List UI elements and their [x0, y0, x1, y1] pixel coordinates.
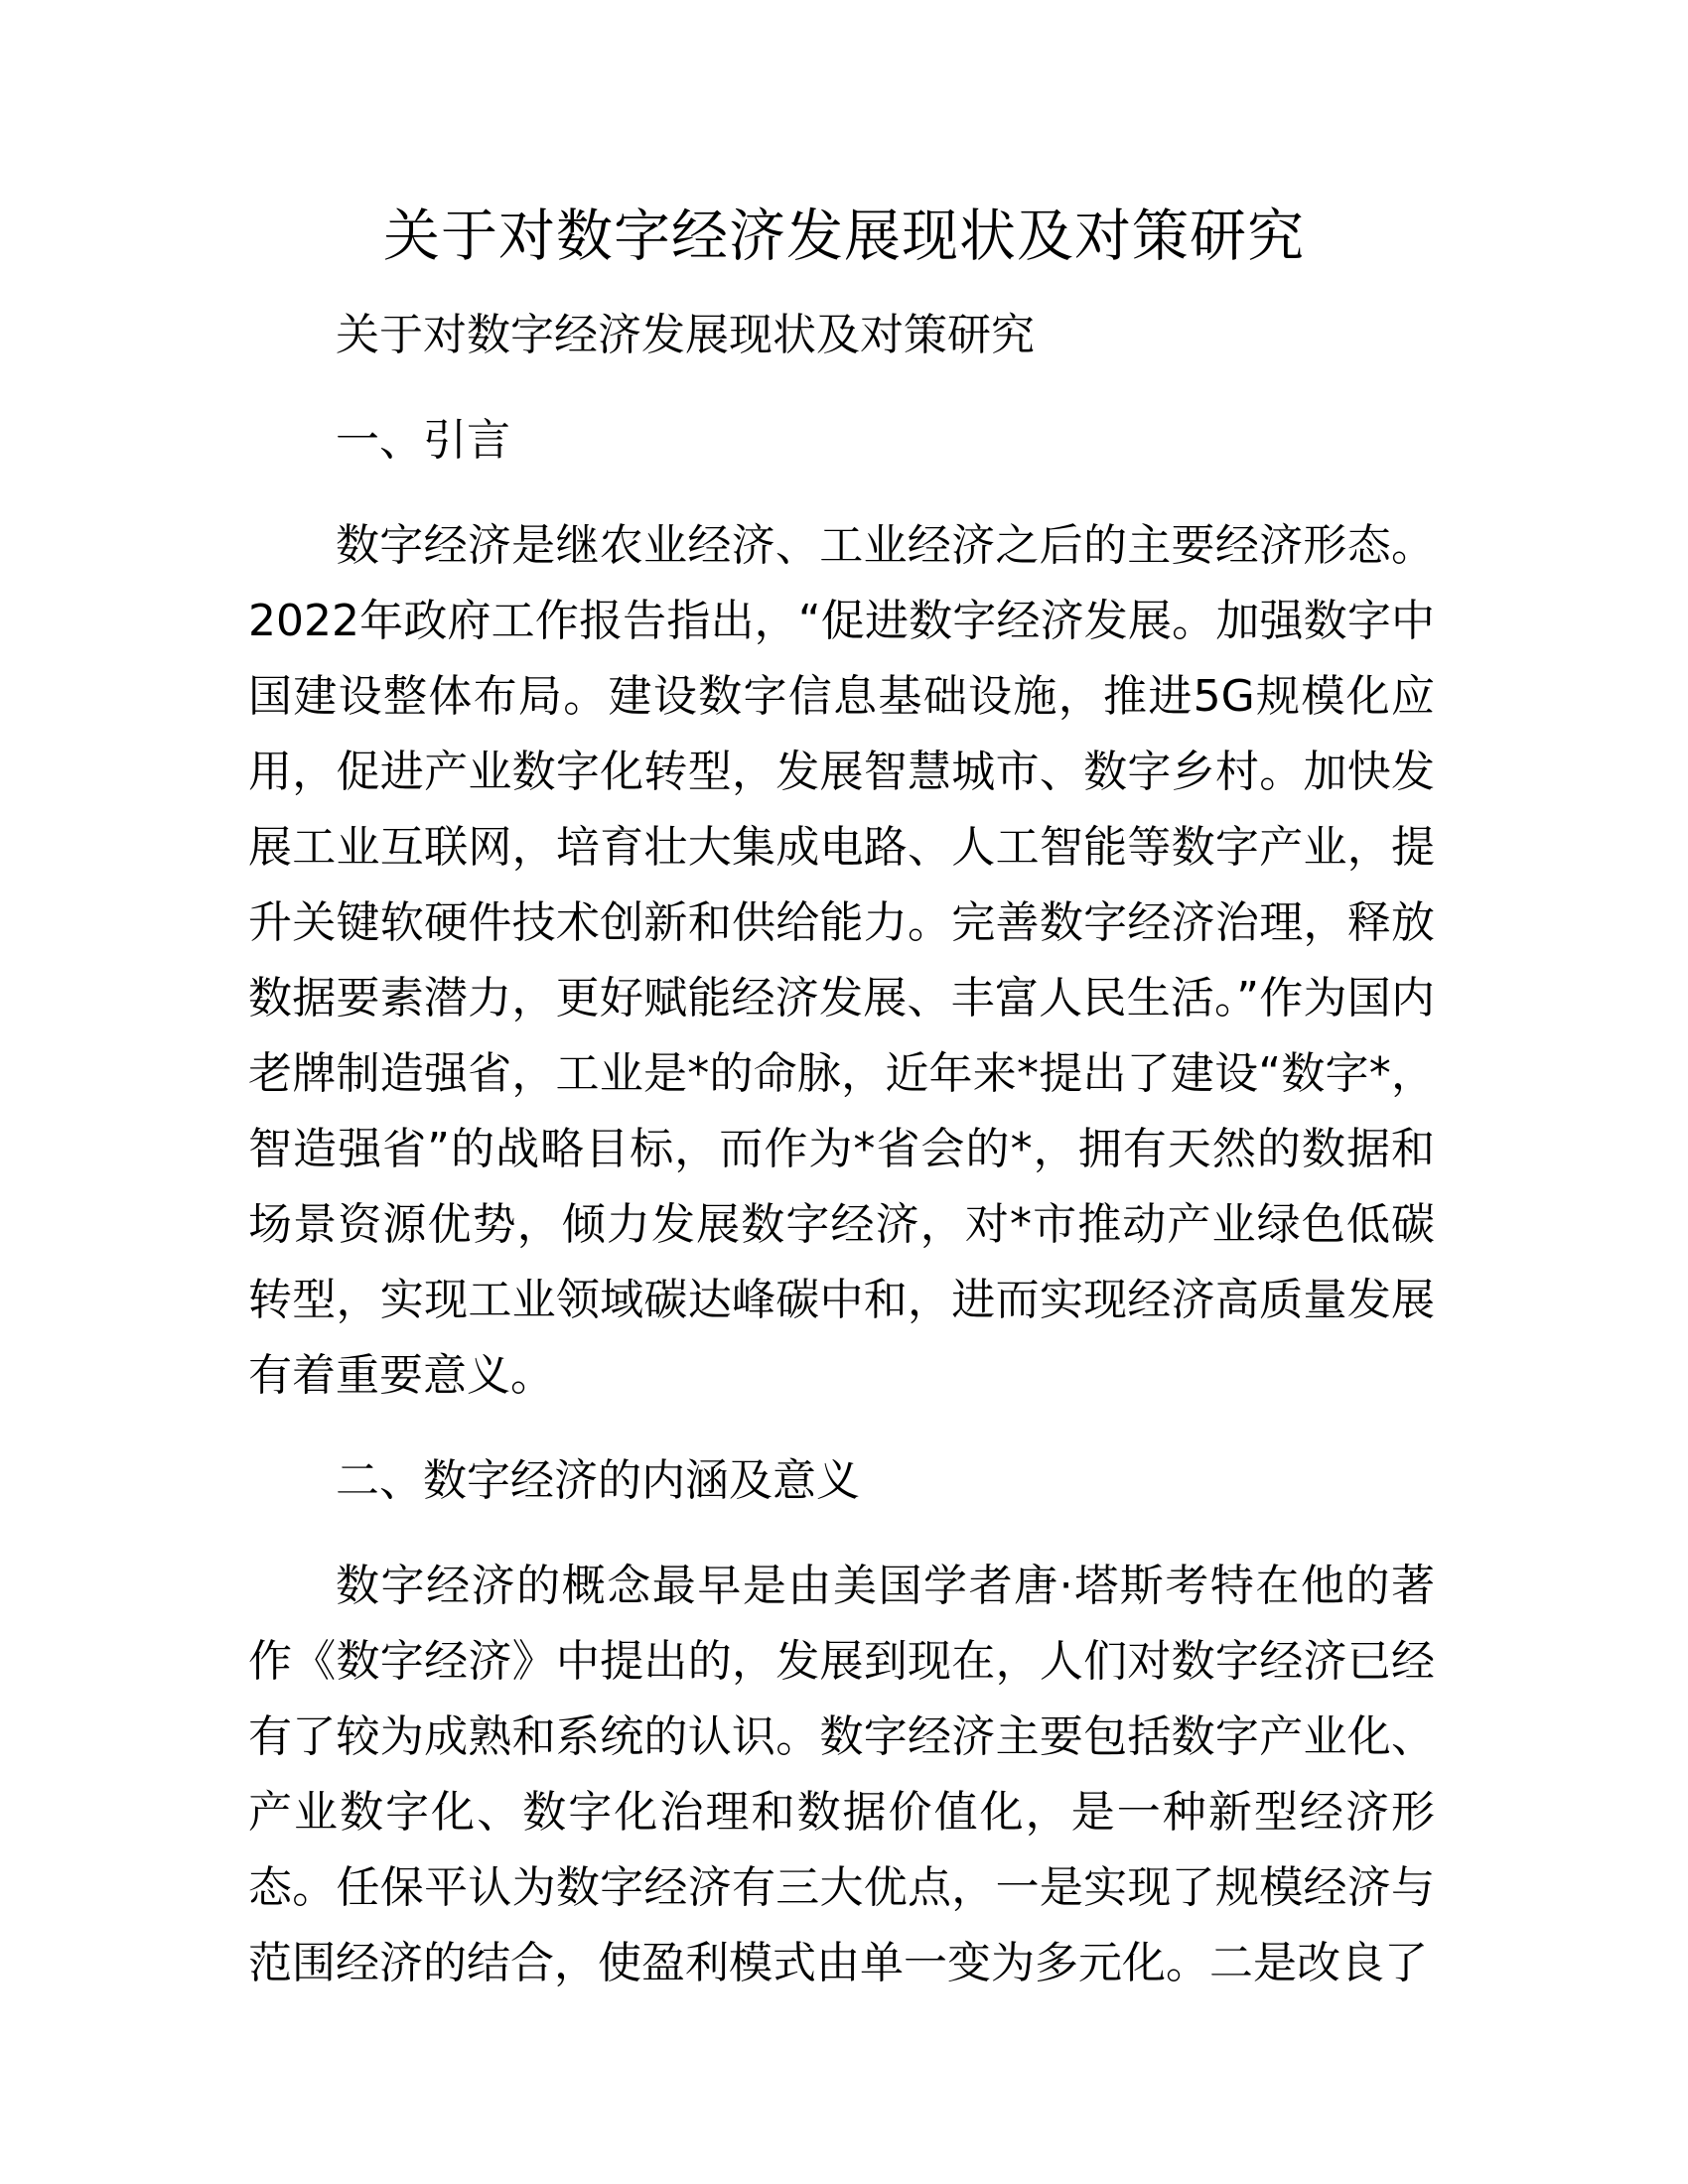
document-title: 关于对数字经济发展现状及对策研究: [383, 204, 1305, 269]
document-body: [248, 298, 1435, 2001]
section-heading-introduction: 一、引言: [336, 415, 510, 466]
paragraph-introduction: 数字经济是继农业经济、工业经济之后的主要经济形态。2022年政府工作报告指出，“促进数字经济发展。加强数字中国建设整体布局。建设数字信息基础设施，推进5G规模化应用，促进产业数字化转型，发展智慧城市、数字乡村。加快发展工业互联网，培育壮大集成电路、人工智能等数字产业，提升关键软硬件技术创新和供给能力。完善数字经济治理，释放数据要素潜力，更好赋能经济发展、丰富人民生活。”作为国内老牌制造强省，工业是*的命脉，近年来*提出了建设“数字*，智造强省”的战略目标，而作为*省会的*，拥有天然的数据和场景资源优势，倾力发展数字经济，对*市推动产业绿色低碳转型，实现工业领域碳达峰碳中和，进而实现经济高质量发展有着重要意义。: [248, 520, 1435, 1401]
section-heading-meaning: 二、数字经济的内涵及意义: [336, 1455, 860, 1506]
document-subtitle: 关于对数字经济发展现状及对策研究: [336, 310, 1035, 360]
paragraph-meaning: 数字经济的概念最早是由美国学者唐·塔斯考特在他的著作《数字经济》中提出的，发展到现在，人们对数字经济已经有了较为成熟和系统的认识。数字经济主要包括数字产业化、产业数字化、数字化治理和数据价值化，是一种新型经济形态。任保平认为数字经济有三大优点，一是实现了规模经济与范围经济的结合，使盈利模式由单一变为多元化。二是改良了: [248, 1561, 1435, 1988]
